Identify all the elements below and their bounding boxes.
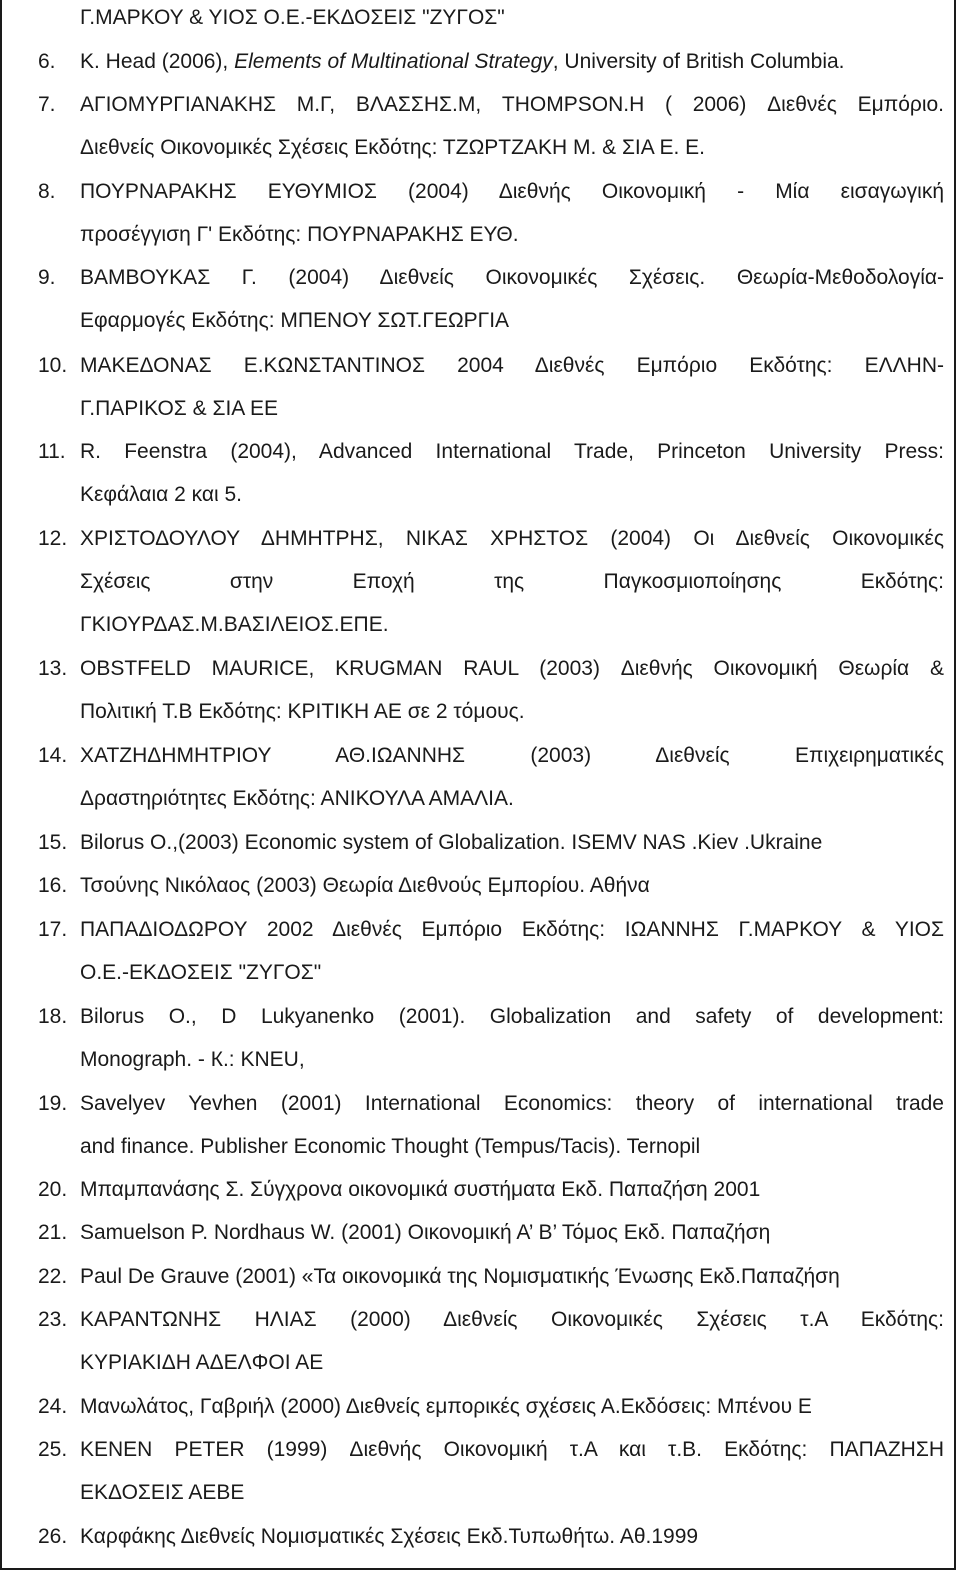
reference-text: Monograph. - К.: KNEU, — [80, 1048, 305, 1071]
reference-number: 19. — [38, 1092, 68, 1115]
reference-number: 14. — [38, 744, 68, 767]
reference-text: Paul De Grauve (2001) «Τα οικονομικά της Νομισματικής Ένωσης Εκδ.Παπαζήση — [80, 1265, 840, 1288]
reference-text: ΧΑΤΖΗΔΗΜΗΤΡΙΟΥ ΑΘ.ΙΩΑΝΝΗΣ (2003) Διεθνείς Επιχειρηματικές — [80, 744, 944, 767]
reference-text: Εφαρμογές Εκδότης: ΜΠΕΝΟΥ ΣΩΤ.ΓΕΩΡΓΙΑ — [80, 309, 510, 332]
reference-number: 22. — [38, 1265, 68, 1288]
reference-text: Σχέσεις στην Εποχή της Παγκοσμιοποίησης Εκδότης: — [80, 570, 944, 593]
reference-number: 15. — [38, 831, 68, 854]
reference-number: 20. — [38, 1178, 68, 1201]
reference-text: ΑΓΙΟΜΥΡΓΙΑΝΑΚΗΣ Μ.Γ, ΒΛΑΣΣΗΣ.Μ, THOMPSON.H ( 2006) Διεθνές Εμπόριο. — [80, 93, 944, 116]
reference-number: 17. — [38, 918, 68, 941]
reference-text: Τσούνης Νικόλαος (2003) Θεωρία Διεθνούς Εμπορίου. Αθήνα — [80, 874, 650, 897]
reference-number: 23. — [38, 1308, 68, 1331]
reference-text: ΚΥΡΙΑΚΙΔΗ ΑΔΕΛΦΟΙ ΑΕ — [80, 1351, 324, 1374]
reference-text: Bilorus O.,(2003) Economic system of Globalization. ISEMV NAS .Kiev .Ukraine — [80, 831, 823, 854]
reference-text: ΜΑΚΕΔΟΝΑΣ Ε.ΚΩΝΣΤΑΝΤΙΝΟΣ 2004 Διεθνές Εμπόριο Εκδότης: ΕΛΛΗΝ- — [80, 354, 944, 377]
reference-text: ΕΚΔΟΣΕΙΣ ΑΕΒΕ — [80, 1481, 245, 1504]
reference-number: 11. — [38, 440, 66, 463]
reference-text: ΓΚΙΟΥΡΔΑΣ.Μ.ΒΑΣΙΛΕΙΟΣ.ΕΠΕ. — [80, 613, 389, 636]
reference-number: 21. — [38, 1221, 68, 1244]
reference-text: ΚΕΝΕΝ PETER (1999) Διεθνής Οικονομική τ.Α και τ.Β. Εκδότης: ΠΑΠΑΖΗΣΗ — [80, 1438, 944, 1461]
reference-number: 9. — [38, 266, 56, 289]
reference-text: Κεφάλαια 2 και 5. — [80, 483, 243, 506]
reference-continuation: Γ.ΜΑΡΚΟΥ & ΥΙΟΣ Ο.Ε.-ΕΚΔΟΣΕΙΣ "ΖΥΓΟΣ" — [80, 6, 505, 29]
reference-number: 26. — [38, 1525, 68, 1548]
reference-number: 13. — [38, 657, 68, 680]
reference-text: R. Feenstra (2004), Advanced International Trade, Princeton University Press: — [80, 440, 944, 463]
reference-text: Μανωλάτος, Γαβριήλ (2000) Διεθνείς εμπορικές σχέσεις Α.Εκδόσεις: Μπένου Ε — [80, 1395, 812, 1418]
reference-number: 24. — [38, 1395, 68, 1418]
reference-number: 18. — [38, 1005, 68, 1028]
reference-text: and finance. Publisher Economic Thought (Tempus/Tacis). Ternopil — [80, 1135, 701, 1158]
reference-text: ΚΑΡΑΝΤΩΝΗΣ ΗΛΙΑΣ (2000) Διεθνείς Οικονομικές Σχέσεις τ.Α Εκδότης: — [80, 1308, 944, 1331]
reference-number: 7. — [38, 93, 56, 116]
reference-text: Δραστηριότητες Εκδότης: ΑΝΙΚΟΥΛΑ ΑΜΑΛΙΑ. — [80, 787, 514, 810]
reference-text: ΠΟΥΡΝΑΡΑΚΗΣ ΕΥΘΥΜΙΟΣ (2004) Διεθνής Οικονομική - Μία εισαγωγική — [80, 180, 944, 203]
reference-text: Μπαμπανάσης Σ. Σύγχρονα οικονομικά συστήματα Εκδ. Παπαζήση 2001 — [80, 1178, 761, 1201]
reference-text: προσέγγιση Γ' Εκδότης: ΠΟΥΡΝΑΡΑΚΗΣ ΕΥΘ. — [80, 223, 519, 246]
reference-text: Διεθνείς Οικονομικές Σχέσεις Εκδότης: ΤΖΩΡΤΖΑΚΗ Μ. & ΣΙΑ Ε. Ε. — [80, 136, 705, 159]
reference-number: 10. — [38, 354, 68, 377]
reference-text: Samuelson P. Nordhaus W. (2001) Οικονομική Α’ Β’ Τόμος Εκδ. Παπαζήση — [80, 1221, 771, 1244]
reference-text: Πολιτική Τ.Β Εκδότης: ΚΡΙΤΙΚΗ ΑΕ σε 2 τόμους. — [80, 700, 525, 723]
reference-text: ΧΡΙΣΤΟΔΟΥΛΟΥ ΔΗΜΗΤΡΗΣ, ΝΙΚΑΣ ΧΡΗΣΤΟΣ (2004) Οι Διεθνείς Οικονομικές — [80, 527, 944, 550]
reference-text: Γ.ΠΑΡΙΚΟΣ & ΣΙΑ ΕΕ — [80, 397, 278, 420]
reference-number: 6. — [38, 50, 56, 73]
reference-number: 25. — [38, 1438, 68, 1461]
reference-number: 16. — [38, 874, 68, 897]
reference-text: Savelyev Yevhen (2001) International Economics: theory of international trade — [80, 1092, 944, 1115]
reference-text: Κ. Head (2006), Elements of Multinational Strategy, University of British Columbia. — [80, 50, 845, 73]
reference-text: OBSTFELD MAURICE, KRUGMAN RAUL (2003) Διεθνής Οικονομική Θεωρία & — [80, 657, 944, 680]
book-title: Elements of Multinational Strategy — [234, 50, 553, 73]
reference-text: ΠΑΠΑΔΙΟΔΩΡΟΥ 2002 Διεθνές Εμπόριο Εκδότης: ΙΩΑΝΝΗΣ Γ.ΜΑΡΚΟΥ & ΥΙΟΣ — [80, 918, 944, 941]
reference-text: Ο.Ε.-ΕΚΔΟΣΕΙΣ "ΖΥΓΟΣ" — [80, 961, 322, 984]
reference-text: ΒΑΜΒΟΥΚΑΣ Γ. (2004) Διεθνείς Οικονομικές Σχέσεις. Θεωρία-Μεθοδολογία- — [80, 266, 944, 289]
reference-number: 12. — [38, 527, 68, 550]
reference-number: 8. — [38, 180, 56, 203]
reference-text: Bilorus O., D Lukyanenko (2001). Globalization and safety of development: — [80, 1005, 944, 1028]
reference-text: Καρφάκης Διεθνείς Νομισματικές Σχέσεις Εκδ.Τυπωθήτω. Αθ.1999 — [80, 1525, 699, 1548]
